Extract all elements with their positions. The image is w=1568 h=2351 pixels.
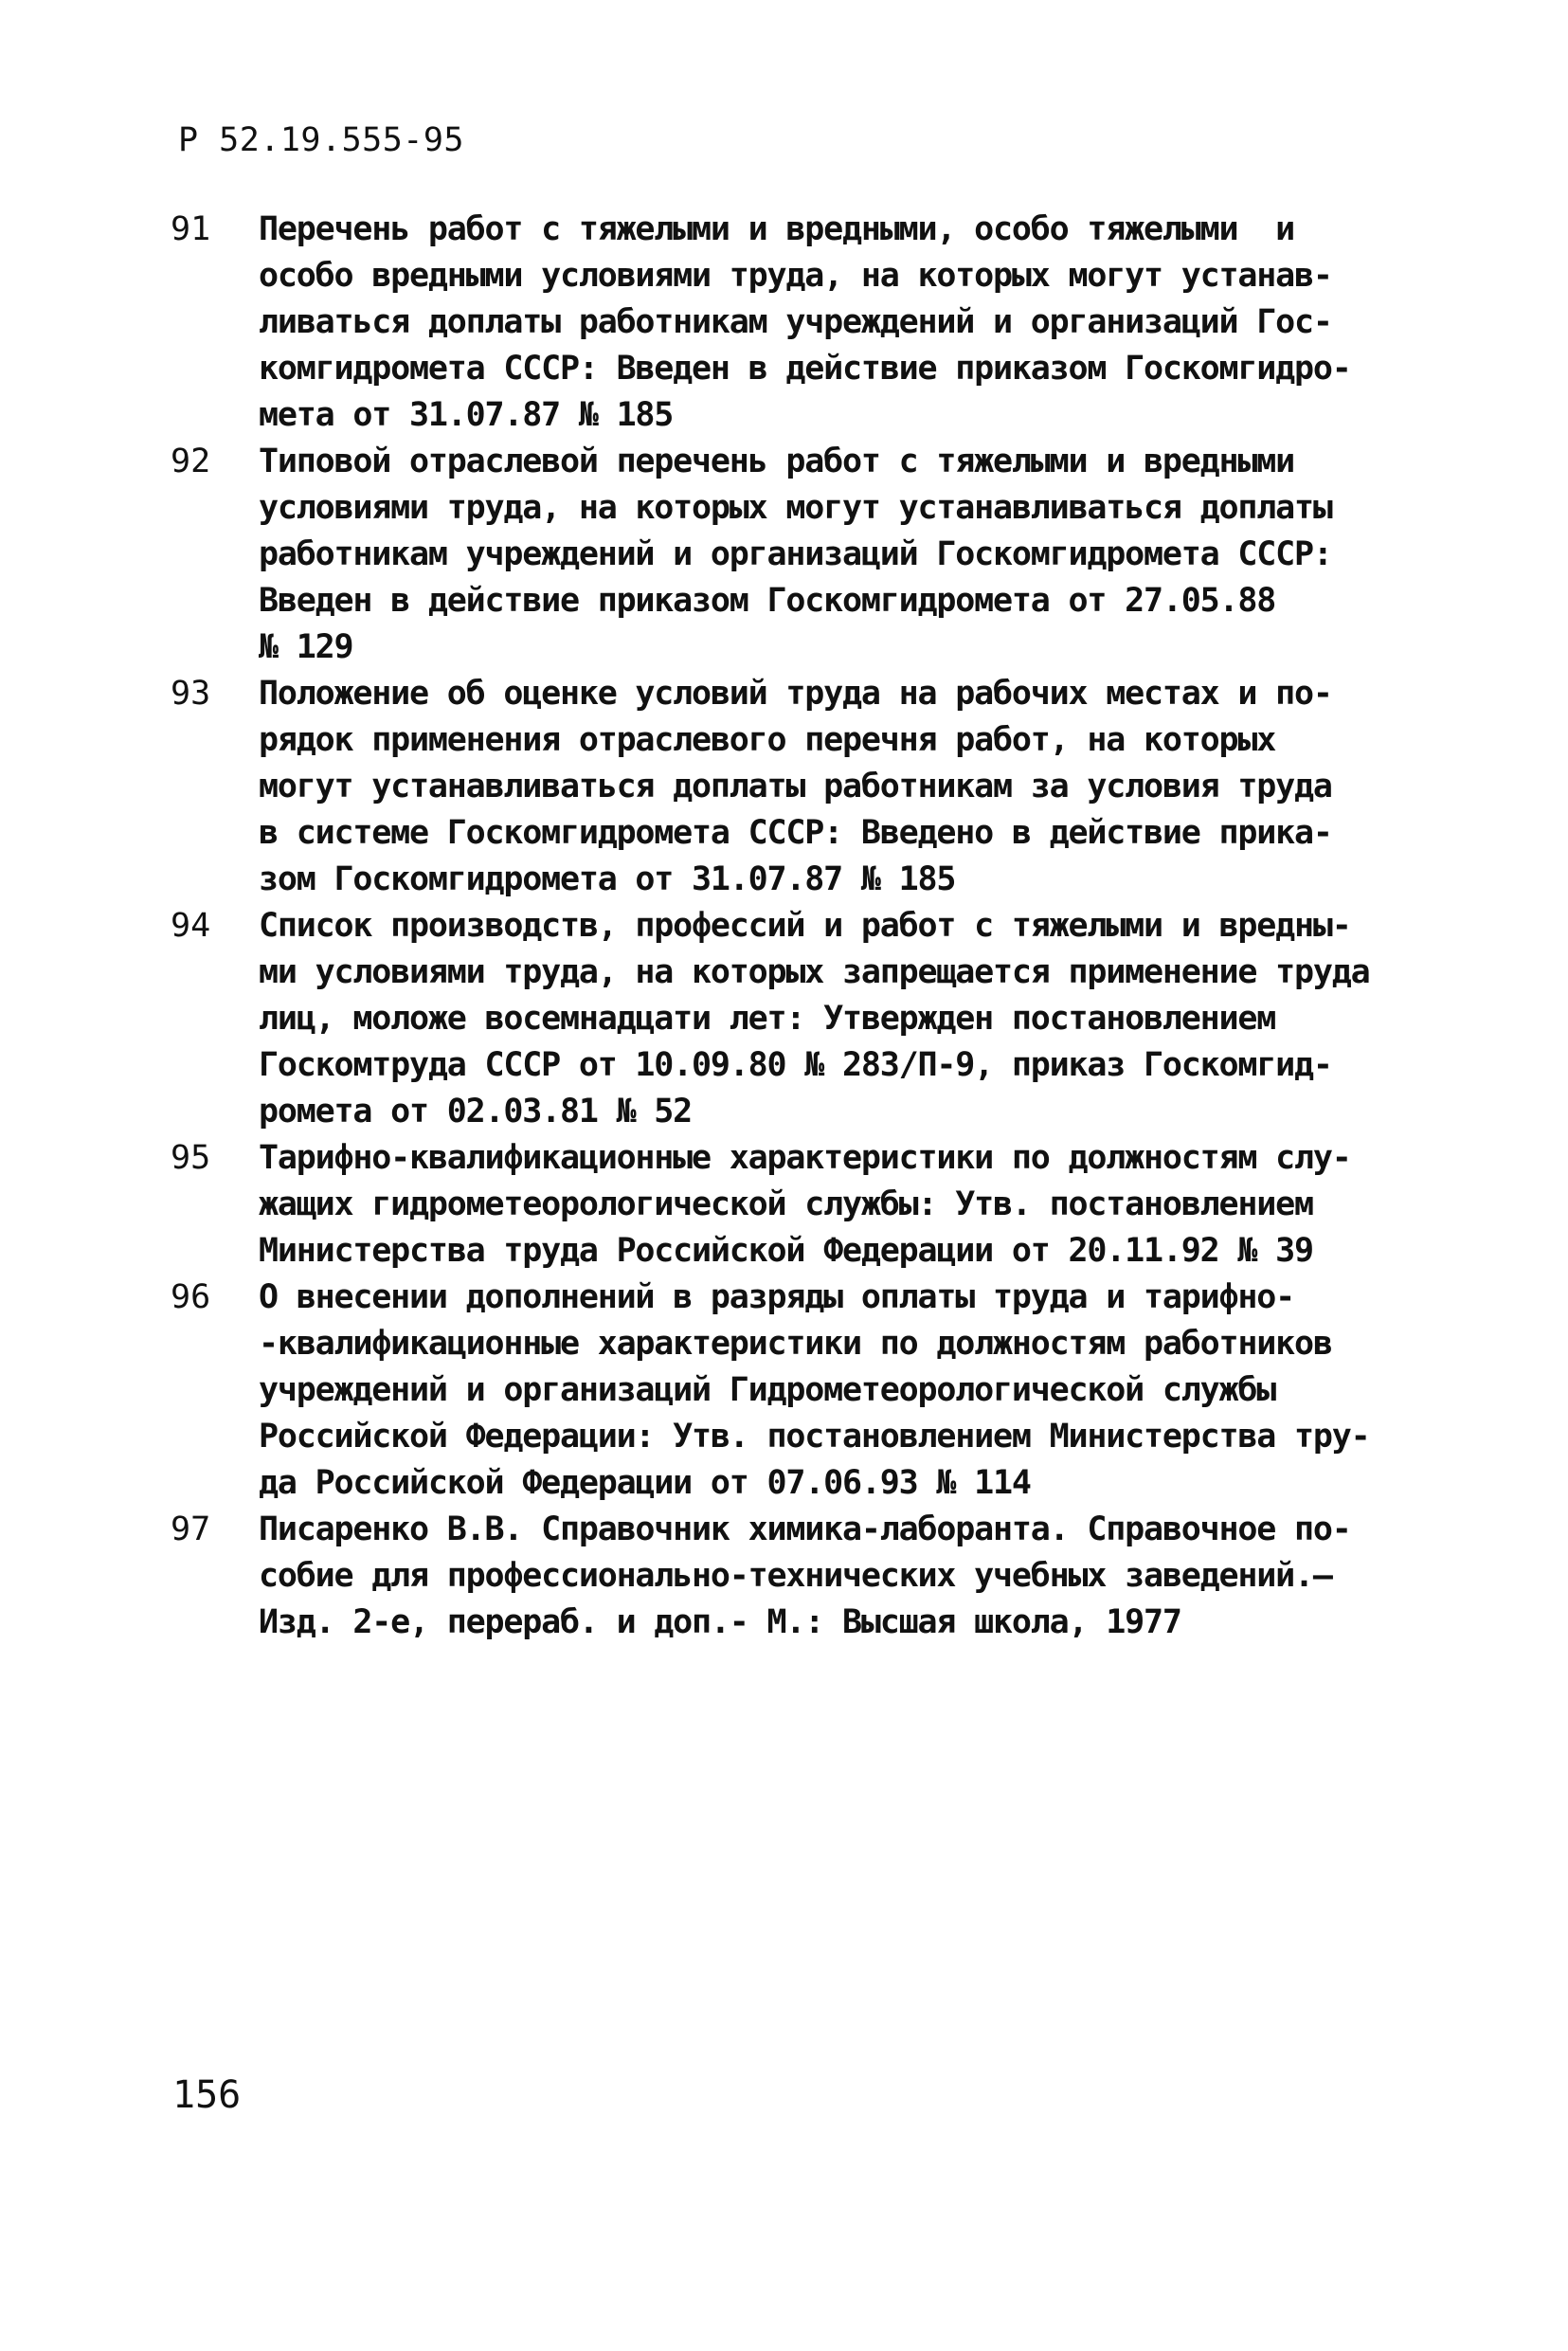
reference-entry bbox=[171, 1275, 1402, 1507]
reference-line: ми условиями труда, на которых запрещается применение труда bbox=[259, 953, 1370, 991]
reference-line: Список производств, профессий и работ с тяжелыми и вредны- bbox=[259, 907, 1351, 945]
page-number: 156 bbox=[172, 2073, 242, 2117]
reference-line: жащих гидрометеорологической службы: Утв. постановлением bbox=[259, 1185, 1313, 1223]
reference-line: рядок применения отраслевого перечня работ, на которых bbox=[259, 721, 1276, 759]
reference-number: 96 bbox=[171, 1278, 211, 1316]
reference-entry bbox=[171, 439, 1402, 671]
reference-line: Российской Федерации: Утв. постановлением Министерства тру- bbox=[259, 1418, 1370, 1456]
reference-number: 93 bbox=[171, 675, 211, 713]
reference-line: Изд. 2-е, перераб. и доп.- М.: Высшая школа, 1977 bbox=[259, 1603, 1181, 1641]
reference-entry bbox=[171, 1135, 1402, 1275]
reference-entry bbox=[171, 1507, 1402, 1646]
reference-line: Положение об оценке условий труда на рабочих местах и по- bbox=[259, 675, 1332, 713]
document-code: Р 52.19.555-95 bbox=[178, 121, 465, 159]
reference-number: 95 bbox=[171, 1139, 211, 1177]
reference-entry bbox=[171, 207, 1402, 439]
reference-line: да Российской Федерации от 07.06.93 № 114 bbox=[259, 1464, 1031, 1502]
reference-line: работникам учреждений и организаций Госкомгидромета СССР: bbox=[259, 535, 1332, 573]
reference-line: Тарифно-квалификационные характеристики по должностям слу- bbox=[259, 1139, 1351, 1177]
reference-line: Перечень работ с тяжелыми и вредными, особо тяжелыми и bbox=[259, 210, 1294, 248]
reference-line: № 129 bbox=[259, 628, 353, 666]
reference-number: 91 bbox=[171, 210, 211, 248]
reference-line: ливаться доплаты работникам учреждений и организаций Гос- bbox=[259, 303, 1332, 341]
reference-entry bbox=[171, 903, 1402, 1135]
reference-line: -квалификационные характеристики по должностям работников bbox=[259, 1325, 1332, 1363]
reference-text bbox=[259, 1507, 1402, 1646]
reference-line: Министерства труда Российской Федерации от 20.11.92 № 39 bbox=[259, 1232, 1313, 1270]
reference-line: условиями труда, на которых могут устанавливаться доплаты bbox=[259, 489, 1332, 527]
reference-line: особо вредными условиями труда, на которых могут устанав- bbox=[259, 257, 1332, 295]
reference-line: в системе Госкомгидромета СССР: Введено в действие прика- bbox=[259, 814, 1332, 852]
reference-line: Госкомтруда СССР от 10.09.80 № 283/П-9, приказ Госкомгид- bbox=[259, 1046, 1332, 1084]
reference-line: ромета от 02.03.81 № 52 bbox=[259, 1093, 693, 1130]
reference-line: Типовой отраслевой перечень работ с тяжелыми и вредными bbox=[259, 443, 1294, 480]
reference-list bbox=[171, 207, 1402, 1646]
reference-number: 94 bbox=[171, 907, 211, 945]
reference-text bbox=[259, 671, 1402, 903]
reference-line: О внесении дополнений в разряды оплаты труда и тарифно- bbox=[259, 1278, 1294, 1316]
reference-text bbox=[259, 903, 1402, 1135]
reference-line: могут устанавливаться доплаты работникам за условия труда bbox=[259, 768, 1332, 805]
reference-text bbox=[259, 1275, 1402, 1507]
reference-line: собие для профессионально-технических учебных заведений.— bbox=[259, 1557, 1332, 1595]
reference-text bbox=[259, 1135, 1402, 1275]
reference-number: 92 bbox=[171, 443, 211, 480]
reference-number: 97 bbox=[171, 1510, 211, 1548]
reference-text bbox=[259, 439, 1402, 671]
reference-line: зом Госкомгидромета от 31.07.87 № 185 bbox=[259, 860, 956, 898]
reference-line: Введен в действие приказом Госкомгидромета от 27.05.88 bbox=[259, 582, 1276, 620]
reference-entry bbox=[171, 671, 1402, 903]
reference-line: лиц, моложе восемнадцати лет: Утвержден постановлением bbox=[259, 1000, 1276, 1038]
reference-line: Писаренко В.В. Справочник химика-лаборанта. Справочное по- bbox=[259, 1510, 1351, 1548]
reference-line: учреждений и организаций Гидрометеорологической службы bbox=[259, 1371, 1276, 1409]
reference-line: комгидромета СССР: Введен в действие приказом Госкомгидро- bbox=[259, 350, 1351, 388]
reference-text bbox=[259, 207, 1402, 439]
reference-line: мета от 31.07.87 № 185 bbox=[259, 396, 674, 434]
